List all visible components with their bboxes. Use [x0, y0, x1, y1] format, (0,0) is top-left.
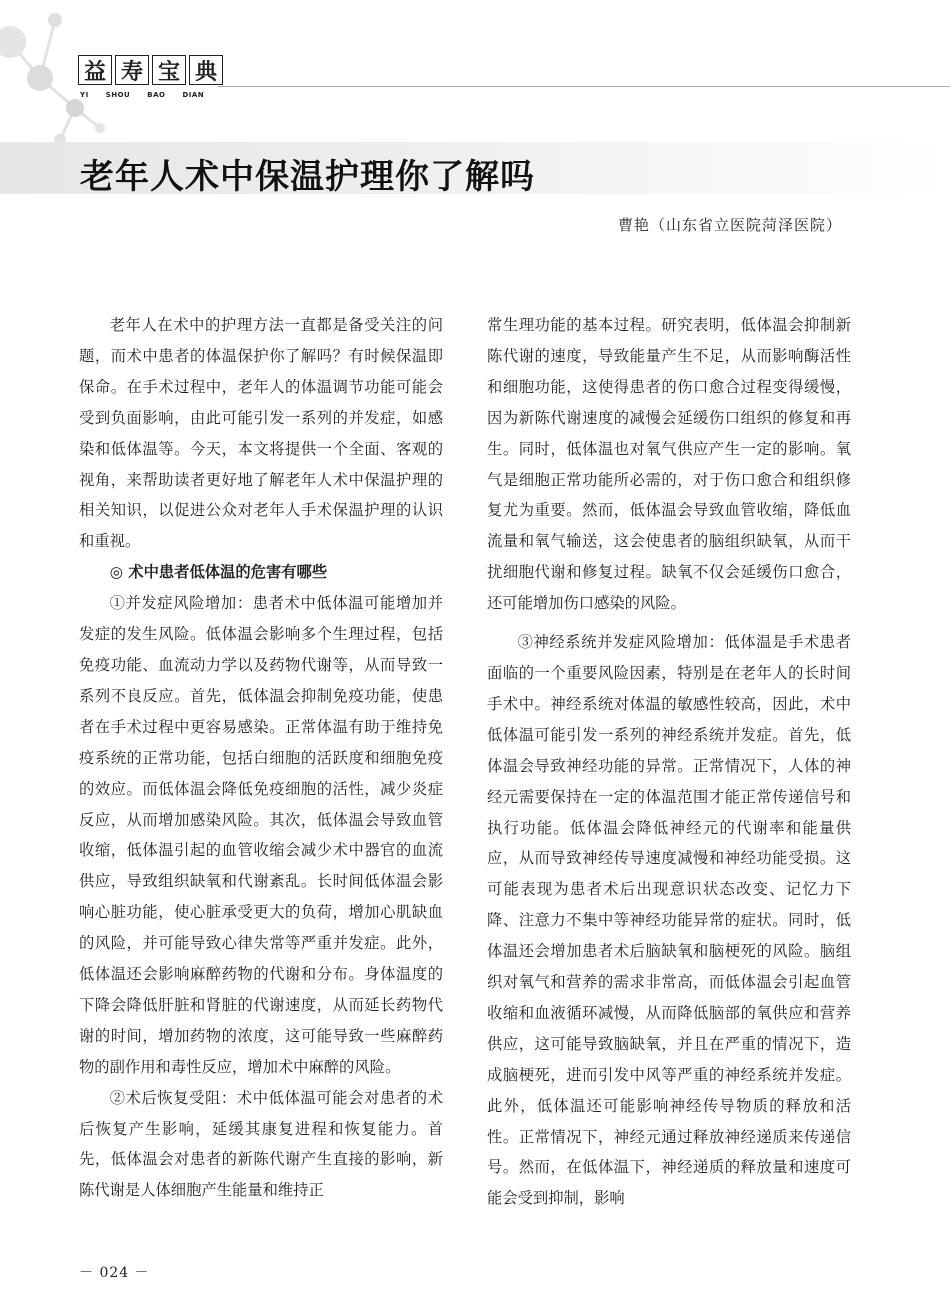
point-2-continuation: 常生理功能的基本过程。研究表明，低体温会抑制新陈代谢的速度，导致能量产生不足，从而影响酶活性和细胞功能，这使得患者的伤口愈合过程变得缓慢，因为新陈代谢速度的减慢会延缓伤口组织的修复和再生。同时，低体温也对氧气供应产生一定的影响。氧气是细胞正常功能所必需的，对于伤口愈合和组织修复尤为重要。然而，低体温会导致血管收缩，降低血流量和氧气输送，这会使患者的脑组织缺氧，从而干扰细胞代谢和修复过程。缺氧不仅会延缓伤口愈合，还可能增加伤口感染的风险。 — [487, 316, 851, 613]
author-line: 曹艳（山东省立医院菏泽医院） — [617, 216, 842, 234]
brand-char: 寿 — [115, 55, 149, 85]
paragraph-gap — [487, 619, 851, 627]
point-3-paragraph: ③神经系统并发症风险增加：低体温是手术患者面临的一个重要风险因素，特别是在老年人的长时间手术中。神经系统对体温的敏感性较高，因此，术中低体温可能引发一系列的神经系统并发症。首先，低体温会导致神经功能的异常。正常情况下，人体的神经元需要保持在一定的体温范围才能正常传递信号和执行功能。低体温会降低神经元的代谢率和能量供应，从而导致神经传导速度减慢和神经功能受损。这可能表现为患者术后出现意识状态改变、记忆力下降、注意力不集中等神经功能异常的症状。同时，低体温还会增加患者术后脑缺氧和脑梗死的风险。脑组织对氧气和营养的需求非常高，而低体温会引起血管收缩和血液循环减慢，从而降低脑部的氧供应和营养供应，这可能导致脑缺氧，并且在严重的情况下，造成脑梗死，进而引发中风等严重的神经系统并发症。此外，低体温还可能影响神经传导物质的释放和活性。正常情况下，神经元通过释放神经递质来传递信号。然而，在低体温下，神经递质的释放量和速度可能会受到抑制，影响 — [487, 633, 851, 1208]
pinyin-word: DIAN — [182, 91, 205, 99]
section-heading: ◎ 术中患者低体温的危害有哪些 — [109, 563, 328, 582]
left-column — [79, 310, 443, 1206]
point-1-paragraph: ①并发症风险增加：患者术中低体温可能增加并发症的发生风险。低体温会影响多个生理过程，包括免疫功能、血流动力学以及药物代谢等，从而导致一系列不良反应。首先，低体温会抑制免疫功能，使患者在手术过程中更容易感染。正常体温有助于维持免疫系统的正常功能，包括白细胞的活跃度和细胞免疫的效应。而低体温会降低免疫细胞的活性，减少炎症反应，从而增加感染风险。其次，低体温会导致血管收缩，低体温引起的血管收缩会减少术中器官的血流供应，导致组织缺氧和代谢紊乱。长时间低体温会影响心脏功能，使心脏承受更大的负荷，增加心肌缺血的风险，并可能导致心律失常等严重并发症。此外，低体温还会影响麻醉药物的代谢和分布。身体温度的下降会降低肝脏和肾脏的代谢速度，从而延长药物代谢的时间，增加药物的浓度，这可能导致一些麻醉药物的副作用和毒性反应，增加术中麻醉的风险。 — [79, 594, 443, 1076]
brand-char: 益 — [78, 55, 112, 85]
pinyin-word: BAO — [147, 91, 166, 99]
brand-logo — [78, 55, 223, 85]
pinyin-word: SHOU — [105, 91, 131, 99]
brand-char: 典 — [189, 55, 223, 85]
brand-pinyin — [80, 91, 204, 99]
intro-paragraph: 老年人在术中的护理方法一直都是备受关注的问题，而术中患者的体温保护你了解吗？有时候保温即保命。在手术过程中，老年人的体温调节功能可能会受到负面影响，由此可能引发一系列的并发症，如感染和低体温等。今天，本文将提供一个全面、客观的视角，来帮助读者更好地了解老年人术中保温护理的相关知识，以促进公众对老年人手术保温护理的认识和重视。 — [79, 316, 443, 551]
brand-char: 宝 — [152, 55, 186, 85]
header-rule — [218, 86, 950, 87]
right-column — [487, 310, 851, 1214]
article-title: 老年人术中保温护理你了解吗 — [80, 157, 535, 197]
point-2-paragraph: ②术后恢复受阻：术中低体温可能会对患者的术后恢复产生影响，延缓其康复进程和恢复能力。首先，低体温会对患者的新陈代谢产生直接的影响，新陈代谢是人体细胞产生能量和维持正 — [79, 1088, 443, 1200]
page-number: － 024 － — [79, 1265, 150, 1281]
pinyin-word: YI — [80, 91, 89, 99]
